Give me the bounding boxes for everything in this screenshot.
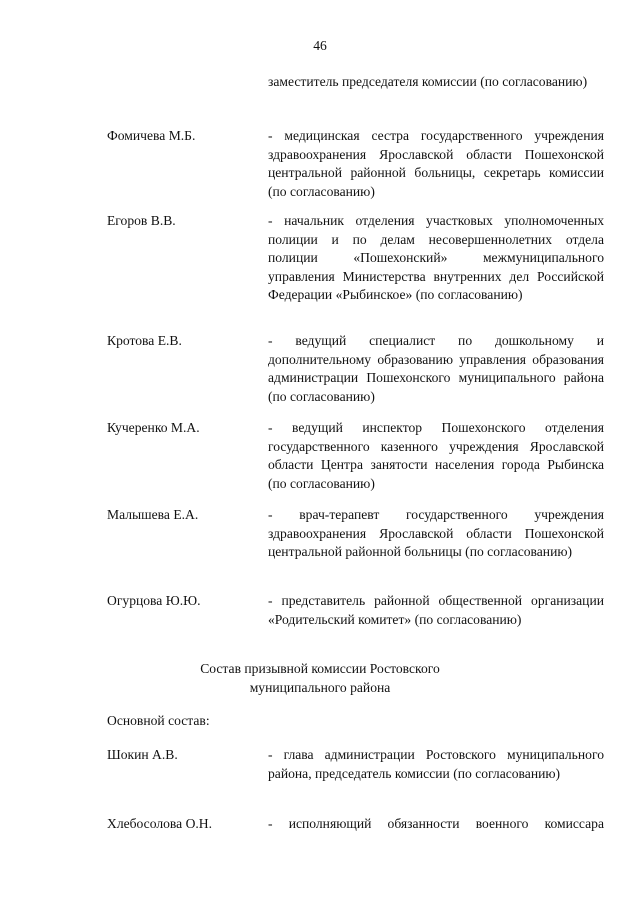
member-name: Малышева Е.А.: [107, 507, 199, 522]
member-description: - медицинская сестра государственного учреждения здравоохранения Ярославской области Пошехонской центральной районной больницы, секретарь комиссии (по согласованию): [268, 128, 604, 199]
member-name: Шокин А.В.: [107, 747, 178, 762]
member-description: - врач-терапевт государственного учреждения здравоохранения Ярославской области Пошехонской центральной районной больницы (по согласованию): [268, 507, 604, 559]
page-number: 46: [313, 38, 327, 53]
member-description: - ведущий инспектор Пошехонского отделения государственного казенного учреждения Ярославской области Центра занятости населения города Рыбинска (по согласованию): [268, 420, 604, 491]
member-description: - глава администрации Ростовского муниципального района, председатель комиссии (по согласованию): [268, 747, 604, 781]
section-title-line: муниципального района: [249, 679, 391, 695]
member-name: Огурцова Ю.Ю.: [107, 593, 201, 608]
subsection-heading: Основной состав:: [107, 713, 210, 728]
member-name: Кротова Е.В.: [107, 333, 182, 348]
member-name: Фомичева М.Б.: [107, 128, 196, 143]
member-description: - ведущий специалист по дошкольному и дополнительному образованию управления образования администрации Пошехонского муниципального района (по согласованию): [268, 333, 604, 404]
section-title-line: Состав призывной комиссии Ростовского: [200, 661, 440, 676]
member-description: - исполняющий обязанности военного комиссара: [268, 816, 604, 831]
member-description: заместитель председателя комиссии (по согласованию): [268, 74, 588, 89]
member-name: Кучеренко М.А.: [107, 420, 200, 435]
member-name: Егоров В.В.: [107, 213, 176, 228]
section-title: [0, 660, 640, 697]
member-description: - представитель районной общественной организации «Родительский комитет» (по согласованию): [268, 593, 604, 627]
member-name: Хлебосолова О.Н.: [107, 816, 213, 831]
member-description: - начальник отделения участковых уполномоченных полиции и по делам несовершеннолетних отдела полиции «Пошехонский» межмуниципального управления Министерства внутренних дел Российской Федерации «Рыбинское» (по согласованию): [268, 213, 604, 302]
